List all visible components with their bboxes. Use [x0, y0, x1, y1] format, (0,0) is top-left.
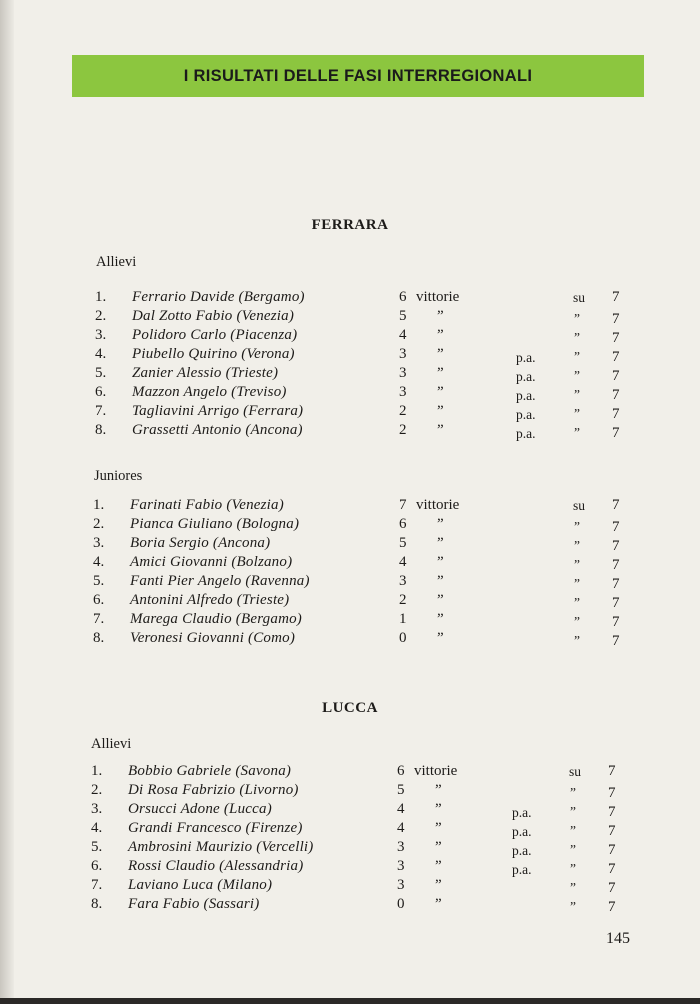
games-total: 7	[612, 406, 620, 422]
category-heading: Juniores	[94, 468, 143, 484]
out-of-label: ”	[574, 387, 580, 402]
games-total: 7	[608, 785, 616, 801]
result-row	[0, 326, 700, 345]
wins-label: ”	[437, 308, 444, 324]
wins-label: ”	[435, 896, 442, 912]
games-total: 7	[608, 763, 616, 779]
player-name: Boria Sergio (Ancona)	[130, 535, 271, 551]
wins-label: ”	[435, 782, 442, 798]
player-name: Fanti Pier Angelo (Ravenna)	[130, 573, 310, 589]
wins-count: 2	[399, 422, 407, 438]
category-heading: Allievi	[96, 254, 137, 270]
wins-count: 4	[399, 554, 407, 570]
out-of-label: ”	[570, 842, 576, 857]
player-name: Bobbio Gabriele (Savona)	[128, 763, 292, 779]
out-of-label: ”	[570, 785, 576, 800]
wins-label: ”	[435, 820, 442, 836]
out-of-label: ”	[574, 425, 580, 440]
games-total: 7	[612, 538, 620, 554]
games-total: 7	[612, 595, 620, 611]
wins-label: ”	[435, 801, 442, 817]
rank-number: 8.	[93, 630, 105, 646]
player-name: Mazzon Angelo (Treviso)	[132, 384, 287, 400]
wins-count: 1	[399, 611, 407, 627]
result-row	[0, 515, 700, 534]
rank-number: 1.	[95, 289, 107, 305]
rank-number: 4.	[93, 554, 105, 570]
result-row	[0, 781, 700, 800]
player-name: Ambrosini Maurizio (Vercelli)	[128, 839, 314, 855]
rank-number: 7.	[95, 403, 107, 419]
out-of-label: ”	[570, 899, 576, 914]
wins-label: vittorie	[416, 497, 460, 513]
games-total: 7	[612, 311, 620, 327]
result-row	[0, 876, 700, 895]
player-name: Fara Fabio (Sassari)	[128, 896, 260, 912]
player-name: Grassetti Antonio (Ancona)	[132, 422, 303, 438]
games-total: 7	[612, 387, 620, 403]
out-of-label: su	[573, 498, 586, 513]
games-total: 7	[608, 899, 616, 915]
rank-number: 3.	[91, 801, 103, 817]
out-of-label: ”	[570, 880, 576, 895]
out-of-label: ”	[574, 368, 580, 383]
player-name: Grandi Francesco (Firenze)	[128, 820, 303, 836]
wins-count: 0	[399, 630, 407, 646]
games-total: 7	[612, 614, 620, 630]
rank-number: 5.	[91, 839, 103, 855]
result-row	[0, 572, 700, 591]
wins-label: ”	[437, 516, 444, 532]
tiebreak-note: p.a.	[512, 843, 532, 858]
player-name: Ferrario Davide (Bergamo)	[132, 289, 305, 305]
rank-number: 7.	[91, 877, 103, 893]
tiebreak-note: p.a.	[516, 407, 536, 422]
games-total: 7	[612, 349, 620, 365]
wins-count: 3	[397, 858, 405, 874]
player-name: Orsucci Adone (Lucca)	[128, 801, 272, 817]
result-row	[0, 364, 700, 383]
wins-count: 5	[399, 535, 407, 551]
wins-label: ”	[435, 858, 442, 874]
result-row	[0, 496, 700, 515]
games-total: 7	[608, 804, 616, 820]
wins-label: ”	[437, 611, 444, 627]
page-number: 145	[606, 930, 630, 947]
result-row	[0, 421, 700, 440]
rank-number: 2.	[95, 308, 107, 324]
games-total: 7	[612, 425, 620, 441]
rank-number: 7.	[93, 611, 105, 627]
player-name: Marega Claudio (Bergamo)	[130, 611, 302, 627]
result-row	[0, 307, 700, 326]
out-of-label: ”	[574, 614, 580, 629]
wins-count: 7	[399, 497, 407, 513]
wins-count: 3	[397, 877, 405, 893]
out-of-label: ”	[574, 633, 580, 648]
games-total: 7	[608, 880, 616, 896]
result-row	[0, 857, 700, 876]
category-heading: Allievi	[91, 736, 132, 752]
rank-number: 5.	[95, 365, 107, 381]
player-name: Pianca Giuliano (Bologna)	[130, 516, 300, 532]
wins-label: ”	[437, 630, 444, 646]
out-of-label: ”	[574, 311, 580, 326]
result-row	[0, 610, 700, 629]
wins-label: vittorie	[416, 289, 460, 305]
rank-number: 5.	[93, 573, 105, 589]
games-total: 7	[608, 823, 616, 839]
player-name: Zanier Alessio (Trieste)	[132, 365, 279, 381]
wins-label: ”	[437, 535, 444, 551]
tiebreak-note: p.a.	[516, 369, 536, 384]
wins-count: 3	[399, 573, 407, 589]
out-of-label: su	[573, 290, 586, 305]
wins-count: 0	[397, 896, 405, 912]
rank-number: 8.	[95, 422, 107, 438]
tiebreak-note: p.a.	[512, 862, 532, 877]
result-row	[0, 895, 700, 914]
wins-count: 3	[399, 346, 407, 362]
wins-count: 3	[397, 839, 405, 855]
wins-label: ”	[437, 346, 444, 362]
player-name: Dal Zotto Fabio (Venezia)	[132, 308, 295, 324]
page-bottom-edge	[0, 998, 700, 1004]
rank-number: 2.	[93, 516, 105, 532]
result-row	[0, 383, 700, 402]
games-total: 7	[612, 576, 620, 592]
section-city-heading: FERRARA	[311, 217, 389, 233]
player-name: Piubello Quirino (Verona)	[132, 346, 295, 362]
page-title: I RISULTATI DELLE FASI INTERREGIONALI	[183, 66, 533, 85]
out-of-label: ”	[574, 519, 580, 534]
games-total: 7	[612, 368, 620, 384]
wins-count: 5	[399, 308, 407, 324]
wins-label: ”	[437, 573, 444, 589]
wins-count: 3	[399, 365, 407, 381]
out-of-label: ”	[570, 804, 576, 819]
section-city-heading: LUCCA	[322, 700, 378, 716]
result-row	[0, 591, 700, 610]
result-row	[0, 345, 700, 364]
rank-number: 2.	[91, 782, 103, 798]
wins-count: 4	[399, 327, 407, 343]
games-total: 7	[612, 497, 620, 513]
games-total: 7	[612, 289, 620, 305]
result-row	[0, 553, 700, 572]
result-row	[0, 402, 700, 421]
out-of-label: ”	[570, 861, 576, 876]
out-of-label: ”	[574, 349, 580, 364]
result-row	[0, 629, 700, 648]
player-name: Tagliavini Arrigo (Ferrara)	[132, 403, 304, 419]
wins-label: ”	[435, 839, 442, 855]
result-row	[0, 819, 700, 838]
player-name: Laviano Luca (Milano)	[128, 877, 273, 893]
out-of-label: ”	[574, 538, 580, 553]
result-row	[0, 838, 700, 857]
rank-number: 6.	[93, 592, 105, 608]
games-total: 7	[608, 842, 616, 858]
out-of-label: ”	[574, 557, 580, 572]
wins-count: 6	[399, 289, 407, 305]
wins-count: 3	[399, 384, 407, 400]
wins-count: 6	[399, 516, 407, 532]
wins-label: ”	[437, 592, 444, 608]
rank-number: 8.	[91, 896, 103, 912]
out-of-label: ”	[570, 823, 576, 838]
wins-label: ”	[437, 422, 444, 438]
wins-label: ”	[437, 327, 444, 343]
wins-label: vittorie	[414, 763, 458, 779]
tiebreak-note: p.a.	[516, 426, 536, 441]
wins-count: 6	[397, 763, 405, 779]
tiebreak-note: p.a.	[512, 805, 532, 820]
result-row	[0, 534, 700, 553]
rank-number: 3.	[93, 535, 105, 551]
result-row	[0, 762, 700, 781]
out-of-label: ”	[574, 576, 580, 591]
wins-label: ”	[437, 403, 444, 419]
tiebreak-note: p.a.	[516, 388, 536, 403]
result-row	[0, 288, 700, 307]
wins-count: 4	[397, 820, 405, 836]
player-name: Rossi Claudio (Alessandria)	[128, 858, 304, 874]
wins-count: 2	[399, 403, 407, 419]
player-name: Veronesi Giovanni (Como)	[130, 630, 296, 646]
rank-number: 1.	[93, 497, 105, 513]
result-row	[0, 800, 700, 819]
wins-count: 2	[399, 592, 407, 608]
games-total: 7	[612, 557, 620, 573]
out-of-label: su	[569, 764, 582, 779]
wins-count: 5	[397, 782, 405, 798]
out-of-label: ”	[574, 595, 580, 610]
games-total: 7	[612, 330, 620, 346]
player-name: Farinati Fabio (Venezia)	[130, 497, 284, 513]
player-name: Amici Giovanni (Bolzano)	[130, 554, 293, 570]
out-of-label: ”	[574, 330, 580, 345]
games-total: 7	[608, 861, 616, 877]
tiebreak-note: p.a.	[512, 824, 532, 839]
wins-label: ”	[437, 554, 444, 570]
wins-count: 4	[397, 801, 405, 817]
rank-number: 4.	[91, 820, 103, 836]
player-name: Di Rosa Fabrizio (Livorno)	[128, 782, 299, 798]
out-of-label: ”	[574, 406, 580, 421]
wins-label: ”	[437, 365, 444, 381]
tiebreak-note: p.a.	[516, 350, 536, 365]
rank-number: 6.	[91, 858, 103, 874]
rank-number: 1.	[91, 763, 103, 779]
player-name: Antonini Alfredo (Trieste)	[130, 592, 290, 608]
rank-number: 4.	[95, 346, 107, 362]
player-name: Polidoro Carlo (Piacenza)	[132, 327, 298, 343]
games-total: 7	[612, 633, 620, 649]
wins-label: ”	[437, 384, 444, 400]
rank-number: 3.	[95, 327, 107, 343]
games-total: 7	[612, 519, 620, 535]
wins-label: ”	[435, 877, 442, 893]
rank-number: 6.	[95, 384, 107, 400]
section-banner	[72, 55, 644, 97]
